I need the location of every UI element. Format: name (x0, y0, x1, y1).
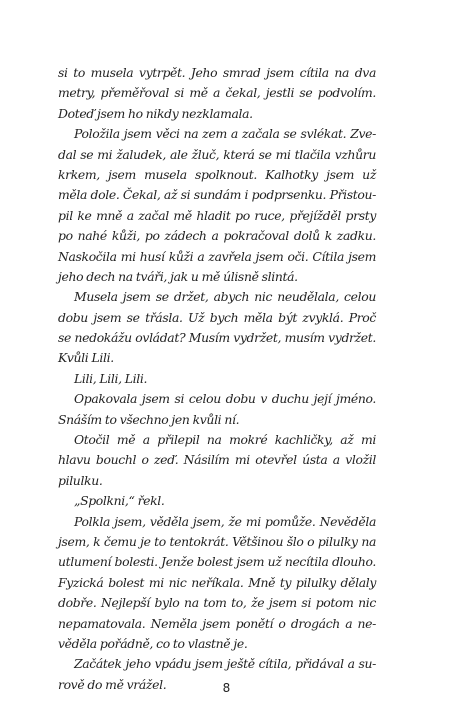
text-line: „Spolkni,“ řekl. (74, 493, 165, 509)
text-line: krkem, jsem musela spolknout. Kalhotky jsem už (58, 166, 376, 182)
text-line: Doteď jsem ho nikdy nezklamala. (58, 105, 253, 121)
text-line: Kvůli Lili. (58, 350, 114, 366)
body-text (58, 63, 376, 695)
text-line: dobu jsem se třásla. Už bych měla být zvyklá. Proč (58, 309, 376, 325)
text-line: rově do mě vrážel. (58, 676, 167, 692)
text-line: dobře. Nejlepší bylo na tom to, že jsem si potom nic (58, 595, 376, 611)
text-line: nepamatovala. Neměla jsem ponětí o drogách a ne- (58, 615, 376, 631)
text-line: pilulku. (58, 472, 103, 488)
text-line: metry, přeměřoval si mě a čekal, jestli se podvolím. (58, 85, 376, 101)
text-line: Musela jsem se držet, abych nic neudělala, celou (74, 289, 376, 305)
text-line: dal se mi žaludek, ale žluč, která se mi tlačila vzhůru (58, 146, 376, 162)
text-line: Položila jsem věci na zem a začala se svlékat. Zve- (74, 126, 376, 142)
text-line: Naskočila mi husí kůži a zavřela jsem oči. Cítila jsem (58, 248, 376, 264)
text-line: jsem, k čemu je to tentokrát. Většinou šlo o pilulky na (58, 533, 376, 549)
text-line: hlavu bouchl o zeď. Násilím mi otevřel ústa a vložil (58, 452, 376, 468)
text-line: utlumení bolesti. Jenže bolest jsem už necítila dlouho. (58, 554, 376, 570)
text-line: Opakovala jsem si celou dobu v duchu její jméno. (74, 391, 376, 407)
text-line: se nedokážu ovládat? Musím vydržet, musím vydržet. (58, 330, 376, 346)
text-line: pil ke mně a začal mě hladit po ruce, přejížděl prsty (58, 207, 376, 223)
text-line: Otočil mě a přilepil na mokré kachličky, až mi (74, 432, 376, 448)
text-line: si to musela vytrpět. Jeho smrad jsem cítila na dva (58, 65, 376, 80)
text-line: po nahé kůži, po zádech a pokračoval dolů k zadku. (58, 228, 376, 244)
page-number: 8 (222, 681, 231, 695)
text-line: jeho dech na tváři, jak u mě úlisně slintá. (58, 268, 298, 284)
text-line: Začátek jeho vpádu jsem ještě cítila, přidával a su- (74, 656, 376, 672)
text-line: Lili, Lili, Lili. (74, 370, 148, 386)
text-line: věděla pořádně, co to vlastně je. (58, 635, 248, 651)
text-line: Snáším to všechno jen kvůli ní. (58, 411, 240, 427)
text-line: Polkla jsem, věděla jsem, že mi pomůže. Nevěděla (74, 513, 376, 529)
text-line: měla dole. Čekal, až si sundám i podprsenku. Přistou- (58, 187, 376, 203)
text-line: Fyzická bolest mi nic neříkala. Mně ty pilulky dělaly (58, 574, 376, 590)
